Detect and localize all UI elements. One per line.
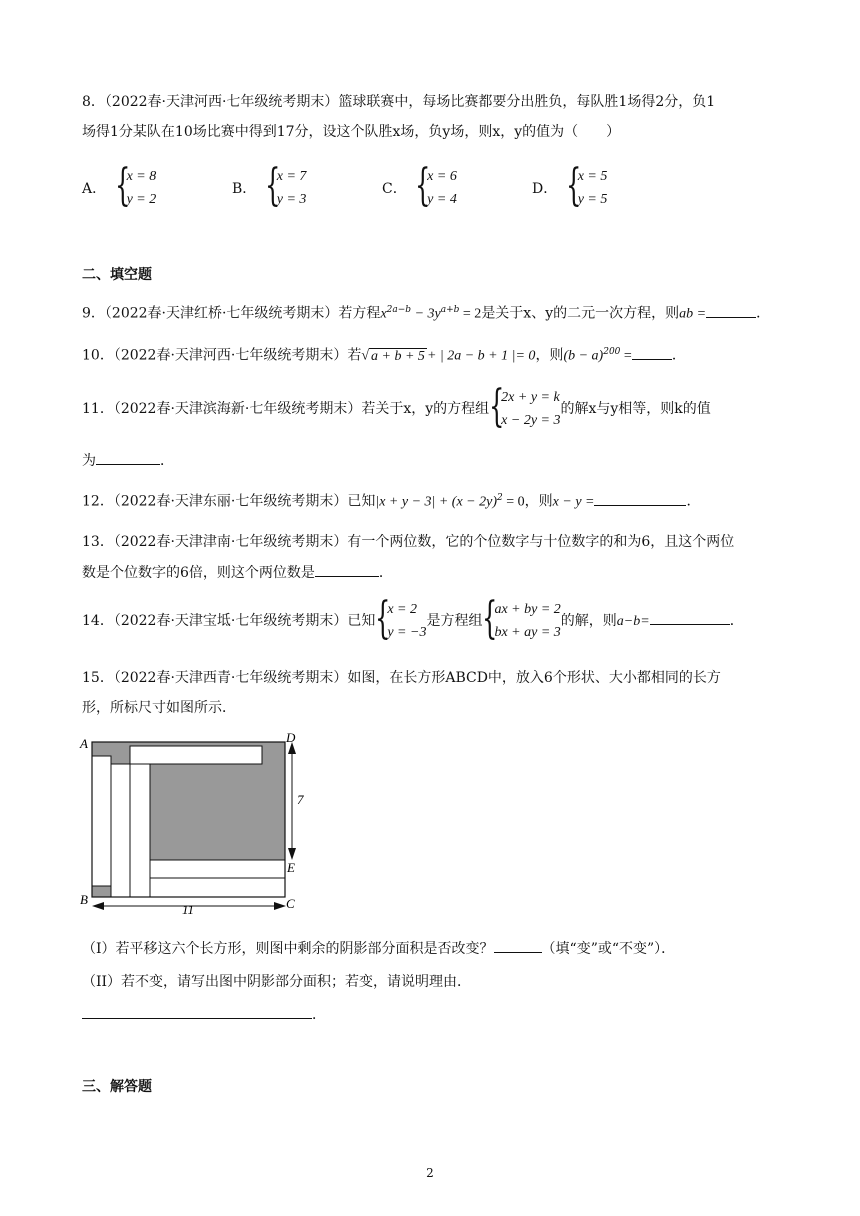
q15-line2: 形，所标尺寸如图所示．	[82, 700, 236, 716]
q10: 10．（2022春·天津河西·七年级统考期末）若√ a + b + 5 + | 2a − b + 1 |= 0，则$(b - a)^{200}$ = ．	[82, 342, 686, 367]
label-a: A	[80, 736, 88, 751]
q11: 11．（2022春·天津滨海新·七年级统考期末）若关于x，y的方程组 { 2x + y = k x − 2y = 3的解x与y相等，则k的值	[82, 381, 711, 432]
dim-7: 7	[297, 792, 304, 807]
q11-line2: 为 ．	[82, 450, 174, 471]
equation-system: { x = 6 y = 4	[415, 160, 457, 211]
option-label: D．	[532, 181, 558, 197]
answer-blank[interactable]	[315, 562, 379, 577]
q12: 12．（2022春·天津东丽·七年级统考期末）已知$|x + y - 3| + (x - 2y)^2 = 0$，则x − y = ．	[82, 488, 700, 513]
label-d: D	[286, 730, 296, 745]
q13-line1: 13．（2022春·天津津南·七年级统考期末）有一个两位数，它的个位数字与十位数字的和为6，且这个两位	[82, 534, 735, 550]
small-rectangle	[111, 764, 130, 897]
equation-system: { ax + by = 2 bx + ay = 3	[482, 593, 561, 644]
section-title-fill-in: 二、填空题	[82, 267, 152, 283]
q15-part2: （II）若不变，请写出图中阴影部分面积；若变，请说明理由．	[82, 974, 472, 990]
q8-option-a[interactable]	[82, 160, 157, 211]
q8-option-c[interactable]	[382, 160, 457, 211]
equation-system: { x = 5 y = 5	[565, 160, 608, 211]
rectangle-figure	[78, 728, 308, 914]
q8-line1: 8．（2022春·天津河西·七年级统考期末）篮球联赛中，每场比赛都要分出胜负，每队胜1场得2分，负1	[82, 94, 716, 110]
small-rectangle	[150, 860, 285, 878]
small-rectangle	[130, 764, 150, 897]
q14: 14．（2022春·天津宝坻·七年级统考期末）已知 { x = 2 y = −3是方程组 { ax + by = 2 bx + ay = 3的解，则a−b= ．	[82, 593, 744, 644]
page-number: 2	[426, 1166, 434, 1180]
label-b: B	[80, 892, 88, 907]
q8-option-d[interactable]	[532, 160, 608, 211]
q13-line2: 数是个位数字的6倍，则这个两位数是 ．	[82, 562, 393, 583]
q8-option-b[interactable]	[232, 160, 307, 211]
option-label: B．	[232, 181, 257, 197]
q15-part2-answer: ．	[82, 1004, 326, 1025]
option-label: C．	[382, 181, 407, 197]
equation-system: { x = 7 y = 3	[264, 160, 307, 211]
q15-line1: 15．（2022春·天津西青·七年级统考期末）如图，在长方形ABCD中，放入6个形状、大小都相同的长方	[82, 670, 721, 686]
label-c: C	[286, 896, 295, 911]
dim-11: 11	[182, 902, 195, 914]
label-e: E	[287, 860, 295, 875]
answer-blank[interactable]	[96, 450, 160, 465]
q15-part1: （I）若平移这六个长方形，则图中剩余的阴影部分面积是否改变？ （填“变”或“不变”）．	[82, 938, 675, 959]
answer-blank[interactable]	[594, 491, 686, 506]
equation-system: { x = 8 y = 2	[114, 160, 157, 211]
small-rectangle	[130, 746, 262, 764]
section-title-solve: 三、解答题	[82, 1079, 152, 1095]
q8-line2: 场得1分某队在10场比赛中得到17分，设这个队胜x场，负y场，则x，y的值为（ ）	[82, 124, 621, 140]
answer-blank[interactable]	[494, 938, 542, 953]
answer-blank[interactable]	[650, 610, 730, 625]
answer-blank[interactable]	[632, 345, 672, 360]
answer-blank[interactable]	[706, 303, 756, 318]
small-rectangle	[92, 756, 111, 886]
q9: 9．（2022春·天津红桥·七年级统考期末）若方程$x^{2a-b} - 3y^{a+b} = 2$是关于x、y的二元一次方程，则ab = ．	[82, 300, 770, 325]
equation-system: { 2x + y = k x − 2y = 3	[489, 381, 561, 432]
small-rectangle	[150, 878, 285, 897]
option-label: A．	[82, 181, 107, 197]
answer-blank[interactable]	[82, 1004, 312, 1019]
solution-system: { x = 2 y = −3	[375, 593, 427, 644]
